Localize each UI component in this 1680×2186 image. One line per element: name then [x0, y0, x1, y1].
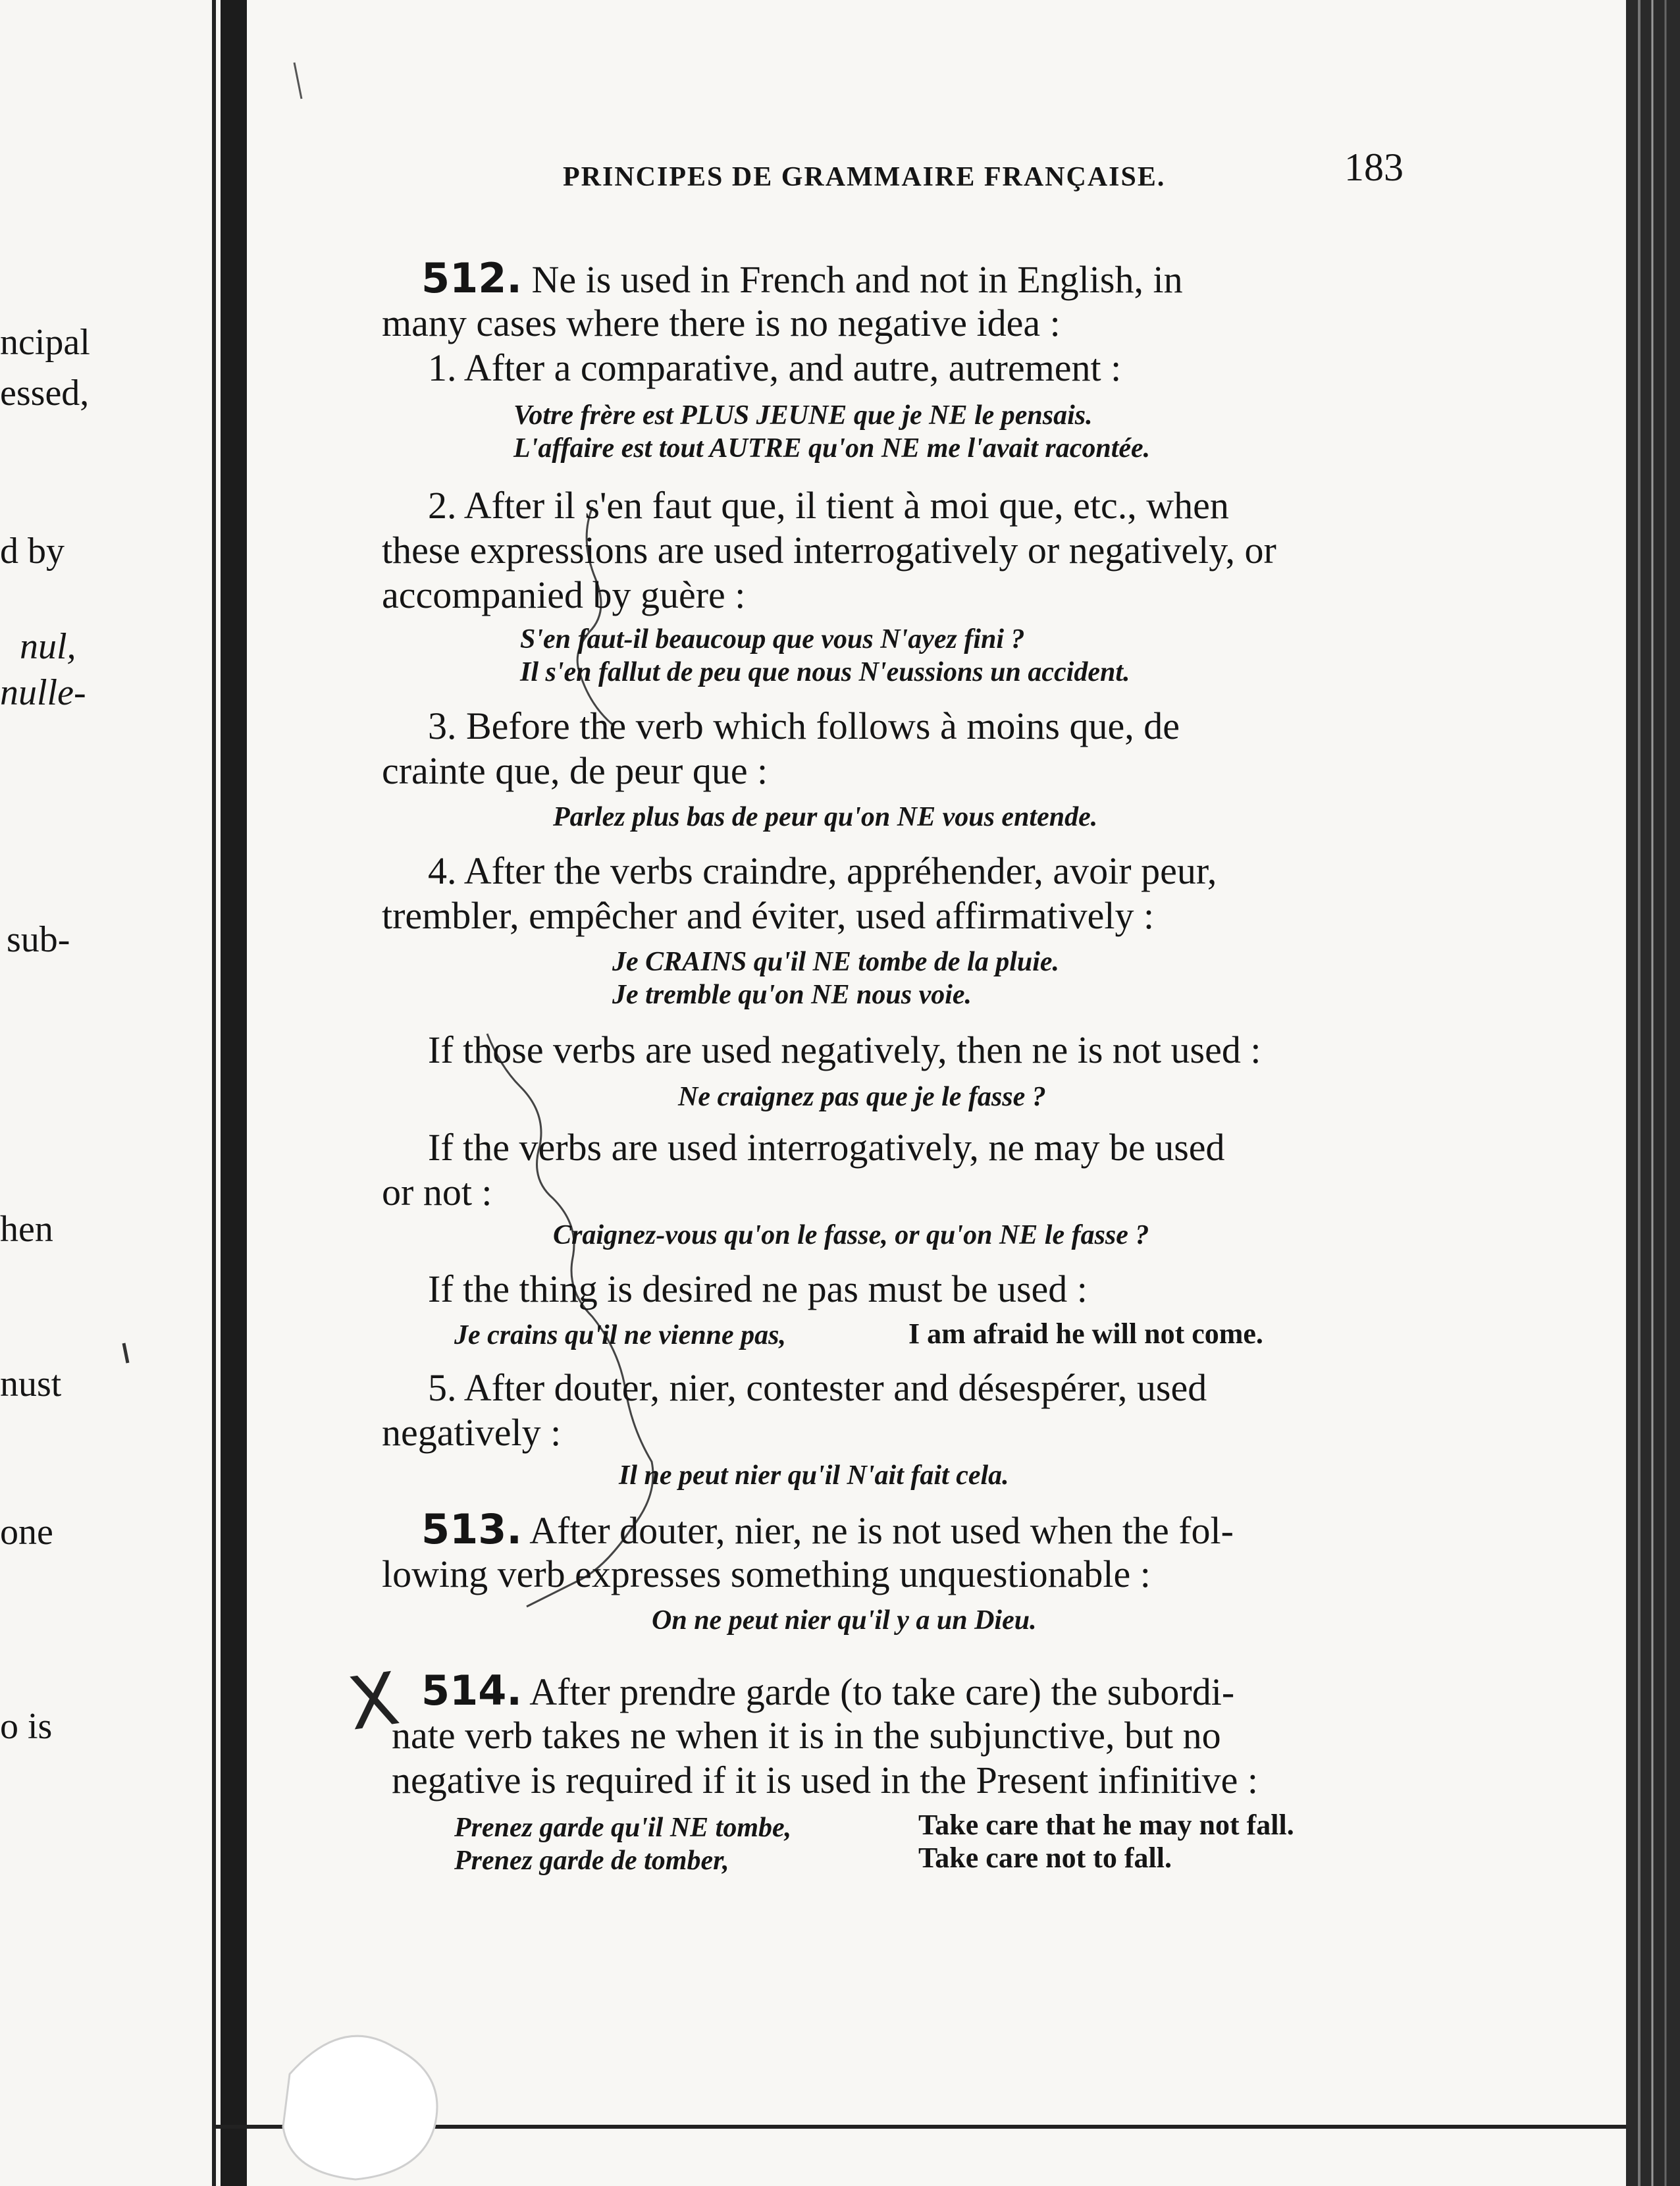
negative-note: If those verbs are used negatively, then ne is not used :	[428, 1028, 1261, 1071]
example-line: Il ne peut nier qu'il N'ait fait cela.	[619, 1460, 1009, 1491]
left-fragment: essed,	[0, 373, 90, 413]
text-line: After douter, nier, ne is not used when the fol-	[529, 1509, 1234, 1552]
translation-line: Take care not to fall.	[918, 1842, 1172, 1874]
running-header: PRINCIPES DE GRAMMAIRE FRANÇAISE.	[563, 162, 1166, 192]
example-line: Prenez garde qu'il NE tombe,	[454, 1813, 792, 1843]
example-line: Je tremble qu'on NE nous voie.	[612, 980, 972, 1010]
item-2-line-2: these expressions are used interrogatively or negatively, or	[382, 529, 1276, 572]
item-3-line-2: crainte que, de peur que :	[382, 749, 768, 792]
example-line: Parlez plus bas de peur qu'on NE vous entende.	[553, 802, 1098, 832]
left-fragment: nust	[0, 1364, 62, 1404]
left-fragment: d by	[0, 531, 65, 572]
translation-line: Take care that he may not fall.	[918, 1809, 1294, 1841]
example-line: Il s'en fallut de peu que nous N'eussions un accident.	[520, 657, 1130, 687]
desired-note: If the thing is desired ne pas must be used :	[428, 1267, 1088, 1310]
item-2-line-3: accompanied by guère :	[382, 573, 746, 616]
left-fragment: hen	[0, 1209, 53, 1250]
text-line: Ne is used in French and not in English, in	[531, 258, 1183, 301]
example-line: Prenez garde de tomber,	[454, 1846, 729, 1876]
left-fragment: o is	[0, 1706, 53, 1747]
interrogative-note-2: or not :	[382, 1171, 492, 1213]
page-number: 183	[1344, 146, 1404, 189]
left-fragment: ncipal	[0, 322, 90, 363]
section-number: 512.	[421, 254, 522, 302]
item-5-line-2: negatively :	[382, 1411, 562, 1454]
item-4-line-1: 4. After the verbs craindre, appréhender, avoir peur,	[428, 849, 1217, 892]
left-fragment: nul,	[20, 626, 76, 667]
section-514-line-3: negative is required if it is used in the Present infinitive :	[392, 1759, 1258, 1801]
example-line: L'affaire est tout AUTRE qu'on NE me l'avait racontée.	[513, 433, 1151, 464]
gutter-shadow	[221, 0, 247, 2186]
example-line: Je CRAINS qu'il NE tombe de la pluie.	[612, 947, 1060, 977]
left-fragment: sub-	[7, 919, 70, 960]
text-line: After prendre garde (to take care) the subordi-	[529, 1670, 1235, 1713]
section-514-line-2: nate verb takes ne when it is in the subjunctive, but no	[392, 1714, 1221, 1757]
item-3-line-1: 3. Before the verb which follows à moins que, de	[428, 705, 1180, 747]
section-512-intro-1	[421, 254, 1183, 302]
section-513-line-2: lowing verb expresses something unquestionable :	[382, 1553, 1151, 1595]
example-line: On ne peut nier qu'il y a un Dieu.	[652, 1605, 1037, 1636]
margin-x-mark: X	[343, 1656, 404, 1747]
section-512-intro-2: many cases where there is no negative idea :	[382, 302, 1061, 344]
example-line: Craignez-vous qu'on le fasse, or qu'on NE le fasse ?	[553, 1220, 1149, 1250]
item-2-line-1: 2. After il s'en faut que, il tient à moi que, etc., when	[428, 484, 1229, 527]
item-1: 1. After a comparative, and autre, autrement :	[428, 346, 1122, 389]
section-number: 513.	[421, 1505, 522, 1553]
example-line: Je crains qu'il ne vienne pas,	[454, 1320, 787, 1350]
item-5-line-1: 5. After douter, nier, contester and désespérer, used	[428, 1366, 1207, 1409]
example-line: Ne craignez pas que je le fasse ?	[678, 1082, 1046, 1112]
item-4-line-2: trembler, empêcher and éviter, used affirmatively :	[382, 894, 1155, 937]
example-line: S'en faut-il beaucoup que vous N'ayez fini ?	[520, 624, 1025, 654]
interrogative-note-1: If the verbs are used interrogatively, ne may be used	[428, 1126, 1225, 1169]
left-fragment: nulle-	[0, 672, 86, 713]
section-number: 514.	[421, 1666, 522, 1715]
left-fragment: one	[0, 1512, 53, 1553]
section-514-line-1	[421, 1666, 1235, 1715]
section-513-line-1	[421, 1505, 1234, 1553]
example-line: Votre frère est PLUS JEUNE que je NE le pensais.	[513, 400, 1093, 431]
translation-line: I am afraid he will not come.	[908, 1318, 1263, 1350]
